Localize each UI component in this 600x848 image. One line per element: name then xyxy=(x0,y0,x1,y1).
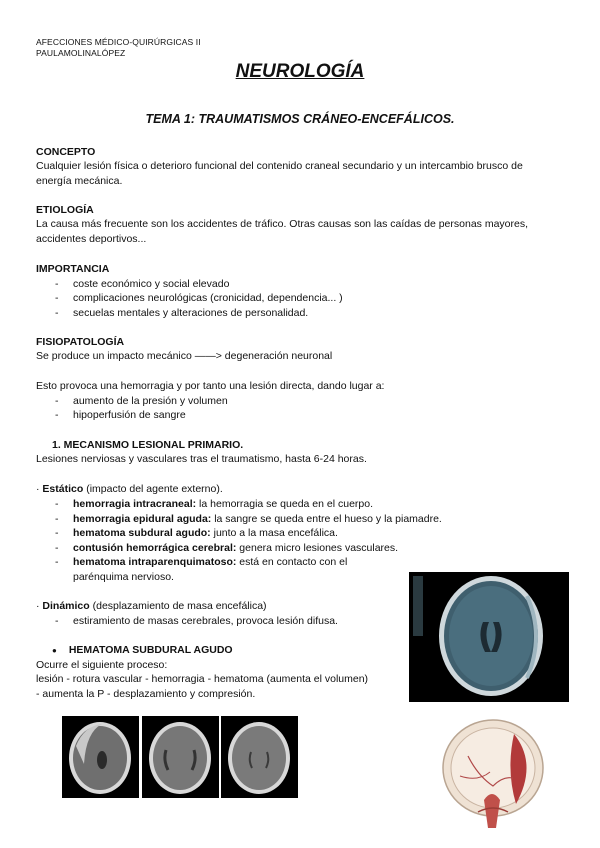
fisiopatologia-line-1: Se produce un impacto mecánico ——> degeneración neuronal xyxy=(36,350,333,362)
list-item-continuation: parénquima nervioso. xyxy=(73,571,174,583)
hematoma-line-2: lesión - rotura vascular - hemorragia - hematoma (aumenta el volumen) xyxy=(36,673,369,685)
fisiopatologia-heading: FISIOPATOLOGÍA xyxy=(36,336,125,348)
mecanismo-heading: 1. MECANISMO LESIONAL PRIMARIO. xyxy=(52,439,244,451)
concepto-heading: CONCEPTO xyxy=(36,146,96,158)
ct-scan-drawing xyxy=(409,572,569,702)
mecanismo-line: Lesiones nerviosas y vasculares tras el traumatismo, hasta 6-24 horas. xyxy=(36,453,367,465)
ct-scan-small-1-drawing xyxy=(62,716,139,798)
hematoma-line-1: Ocurre el siguiente proceso: xyxy=(36,659,168,671)
etiologia-line-2: accidentes deportivos... xyxy=(36,233,147,245)
author-header: PAULAMOLINALÓPEZ xyxy=(36,48,126,58)
course-header: AFECCIONES MÉDICO-QUIRÚRGICAS II xyxy=(36,37,201,47)
page-title: NEUROLOGÍA xyxy=(235,61,365,82)
fisiopatologia-line-2: Esto provoca una hemorragia y por tanto una lesión directa, dando lugar a: xyxy=(36,380,385,392)
etiologia-heading: ETIOLOGÍA xyxy=(36,204,94,216)
importancia-heading: IMPORTANCIA xyxy=(36,263,110,275)
concepto-line-1: Cualquier lesión física o deterioro funcional del contenido craneal secundario y un intercambio brusco de xyxy=(36,160,523,172)
ct-scan-small-1 xyxy=(62,716,139,798)
hematoma-illustration-drawing xyxy=(438,716,548,832)
ct-scan-small-2 xyxy=(142,716,219,798)
ct-scan-small-2-drawing xyxy=(142,716,219,798)
hematoma-illustration xyxy=(438,716,548,832)
hematoma-line-3: - aumenta la P - desplazamiento y compresión. xyxy=(36,688,256,700)
dinamico-line: · Dinámico (desplazamiento de masa encefálica) xyxy=(36,600,267,612)
ct-scan-small-3-drawing xyxy=(221,716,298,798)
ct-scan-image xyxy=(409,572,569,702)
hematoma-heading: ● HEMATOMA SUBDURAL AGUDO xyxy=(52,644,233,656)
concepto-line-2: energía mecánica. xyxy=(36,175,123,187)
estatico-line: · Estático (impacto del agente externo). xyxy=(36,483,223,495)
topic-title: TEMA 1: TRAUMATISMOS CRÁNEO-ENCEFÁLICOS. xyxy=(145,112,455,126)
etiologia-line-1: La causa más frecuente son los accidentes de tráfico. Otras causas son las caídas de personas mayores, xyxy=(36,218,529,230)
ct-scan-small-3 xyxy=(221,716,298,798)
